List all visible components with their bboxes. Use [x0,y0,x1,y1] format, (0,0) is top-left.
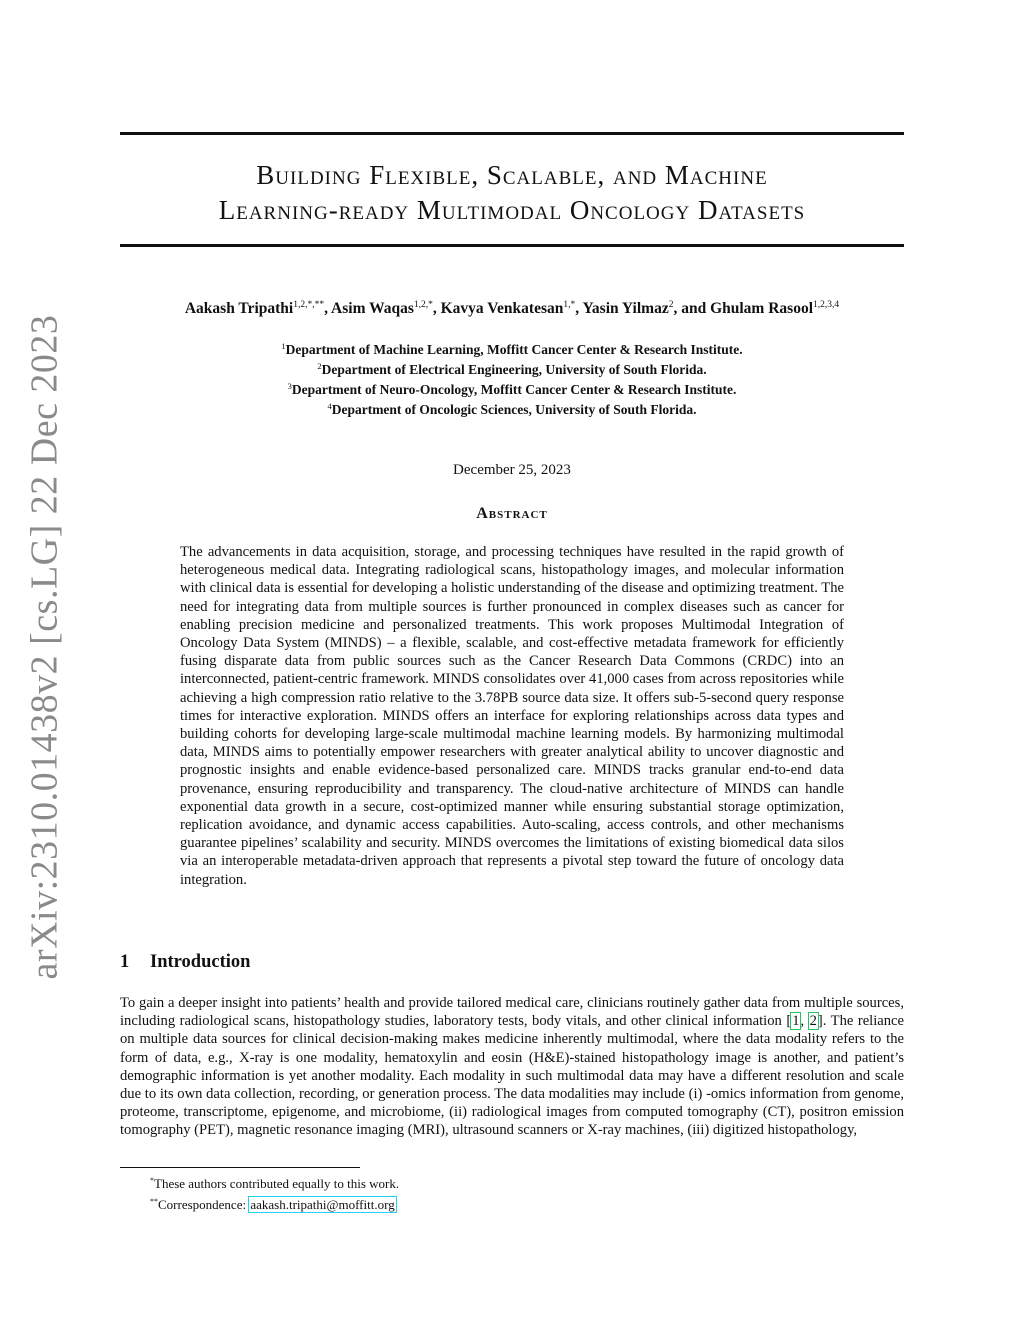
title-line-1: Building Flexible, Scalable, and Machine [256,160,768,190]
footnote-text: Correspondence: [158,1197,250,1212]
affiliation-mark: 4 [327,401,332,411]
affiliation-mark: 3 [287,381,292,391]
author-separator: , [575,300,583,317]
author-name: Kavya Venkatesan [440,300,564,317]
footnote-rule [120,1167,360,1168]
affiliation-line [120,398,904,418]
affiliation-text: Department of Machine Learning, Moffitt Cancer Center & Research Institute. [285,342,743,357]
citation-separator: , [800,1013,809,1030]
section-title: Introduction [150,952,251,972]
abstract-text: The advancements in data acquisition, storage, and processing techniques have resulted in the rapid growth of heterogeneous medical data. Integrating radiological scans, histopathology images, and molecular information with clinical data is essential for developing a holistic understanding of the disease and optimizing treatment. The need for integrating data from multiple sources is further pronounced in complex diseases such as cancer for enabling precision medicine and personalized treatments. This work proposes Multimodal Integration of Oncology Data System (MINDS) – a flexible, scalable, and cost-effective metadata framework for efficiently fusing disparate data from public sources such as the Cancer Research Data Commons (CRDC) into an interconnected, patient-centric framework. MINDS consolidates over 41,000 cases from across repositories while achieving a high compression ratio relative to the 3.78PB source data size. It offers sub-5-second query response times for interactive exploration. MINDS offers an interface for exploring relationships across data types and building cohorts for developing large-scale multimodal machine learning models. By harmonizing multimodal data, MINDS aims to potentially empower researchers with greater analytical ability to uncover diagnostic and prognostic insights and enable evidence-based personalized care. MINDS tracks granular end-to-end data provenance, ensuring reproducibility and transparency. The cloud-native architecture of MINDS can handle exponential data growth in a secure, cost-optimized manner while ensuring substantial storage optimization, replication avoidance, and dynamic access capabilities. Auto-scaling, access controls, and other mechanisms guarantee pipelines’ scalability and security. MINDS overcomes the limitations of existing biomedical data silos via an interoperable metadata-driven approach that represents a pivotal step toward the future of oncology data integration. [180,544,844,888]
author-affiliation-mark: 2 [668,300,674,310]
footnote-text: These authors contributed equally to this work. [154,1176,400,1191]
affiliation-line [120,358,904,378]
publication-date: December 25, 2023 [453,462,571,478]
author-separator: , [432,300,441,317]
affiliation-text: Department of Oncologic Sciences, University of South Florida. [331,402,697,417]
author-separator: , and [673,300,711,317]
citation-link-2[interactable]: 2 [809,1013,817,1030]
affiliation-mark: 1 [281,341,286,351]
title-bottom-rule [120,244,904,247]
author-name: Aakash Tripathi [184,300,294,317]
author-list [120,300,904,318]
title-top-rule [120,132,904,135]
footnote-mark: * [150,1176,154,1185]
affiliation-text: Department of Neuro-Oncology, Moffitt Cancer Center & Research Institute. [291,382,737,397]
affiliation-list [120,338,904,418]
author-name: Asim Waqas [331,300,414,317]
introduction-paragraph [120,994,904,1140]
author-name: Ghulam Rasool [710,300,814,317]
abstract-heading: Abstract [476,505,548,522]
author-affiliation-mark: 1,2,* [413,300,433,310]
affiliation-line [120,338,904,358]
arxiv-side-stamp [22,314,66,980]
footnote-mark: ** [150,1197,158,1206]
section-number: 1 [120,952,130,972]
affiliation-line [120,378,904,398]
paper-title [120,158,904,228]
footnotes [150,1172,399,1214]
affiliation-mark: 2 [317,361,322,371]
citation-link-1[interactable]: 1 [792,1013,800,1030]
title-line-2: Learning-ready Multimodal Oncology Datasets [218,195,806,225]
section-heading [120,952,250,973]
footnote [150,1193,399,1214]
arxiv-identifier: arXiv:2310.01438v2 [cs.LG] 22 Dec 2023 [23,314,65,980]
intro-text-part-2: ]. The reliance on multiple data sources for clinical decision-making makes medicine inherently multimodal, where the data modality refers to the form of data, e.g., X-ray is one modality, hematoxylin and eosin (H&E)-stained histopathology image is another, and patient’s demographic information is yet another modality. Each modality in such multimodal data may have a different resolution and scale due to its own data collection, recording, or generation process. The data modalities may include (i) -omics information from genome, proteome, transcriptome, epigenome, and microbiome, (ii) radiological images from computed tomography (CT), positron emission tomography (PET), magnetic resonance imaging (MRI), ultrasound scanners or X-ray machines, (iii) digitized histopathology, [120,1013,905,1139]
affiliation-text: Department of Electrical Engineering, University of South Florida. [321,362,707,377]
author-separator: , [324,300,332,317]
footnote [150,1172,399,1193]
author-affiliation-mark: 1,* [563,300,576,310]
author-name: Yasin Yilmaz [582,300,669,317]
intro-text-part-1: To gain a deeper insight into patients’ health and provide tailored medical care, clinicians routinely gather data from multiple sources, including radiological scans, histopathology studies, laboratory tests, body vitals, and other clinical information [ [120,995,904,1030]
author-affiliation-mark: 1,2,3,4 [813,300,840,310]
author-affiliation-mark: 1,2,*,** [293,300,325,310]
correspondence-email-link[interactable]: aakash.tripathi@moffitt.org [250,1197,395,1212]
